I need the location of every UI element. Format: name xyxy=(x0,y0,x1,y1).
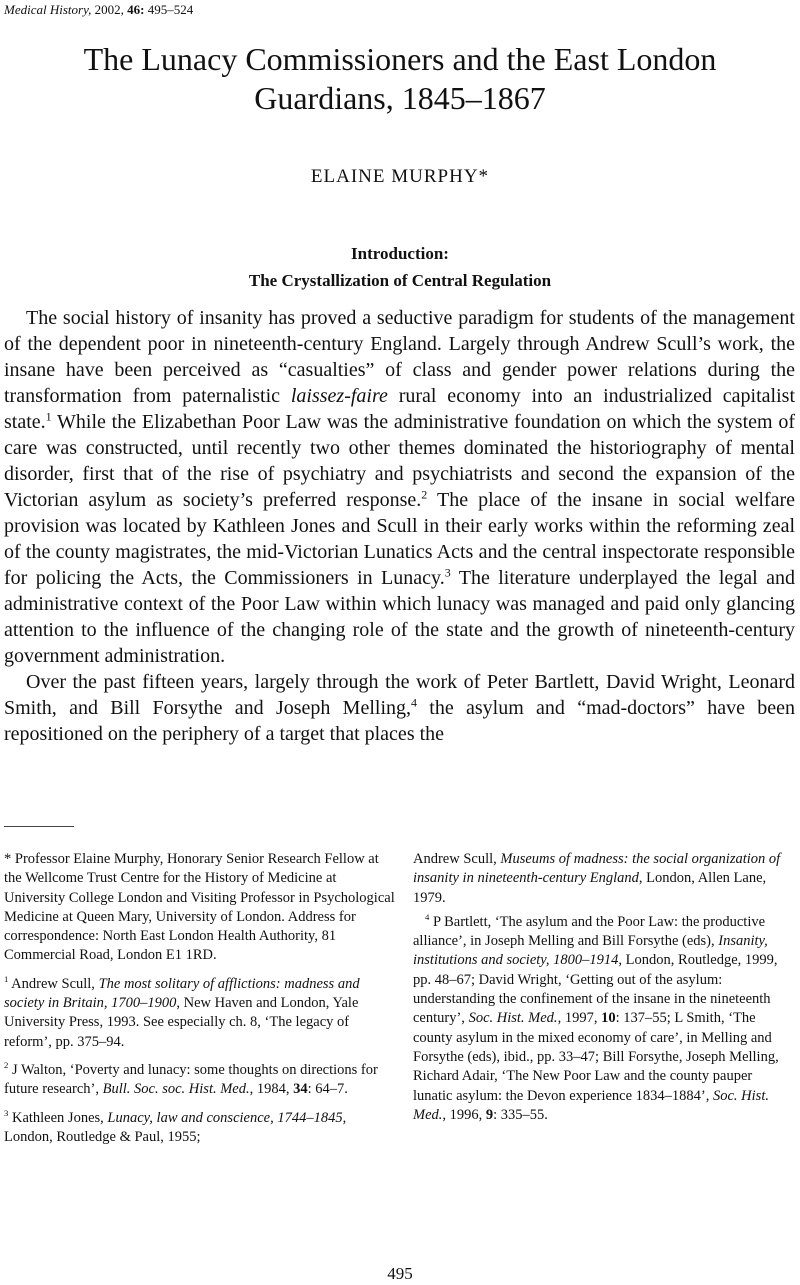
text-run: : 64–7. xyxy=(307,1081,348,1098)
text-run: , London, Routledge, 1999, pp. 48–67; David Wright, ‘Getting out of the asylum: understanding the confinement of the insane in the nineteenth century’, xyxy=(413,952,778,1027)
footnote-1 xyxy=(4,975,396,1052)
text-run: , 1996, xyxy=(442,1106,486,1123)
text-run: Over the past fifteen years, largely through the work of Peter Bartlett, David Wright, Leonard Smith, and Bill Forsythe and Joseph Melling, xyxy=(4,671,795,719)
text-run: the asylum and “mad-doctors” have been repositioned on the periphery of a target that places the xyxy=(4,697,795,745)
paragraph-1 xyxy=(4,305,795,669)
section-heading xyxy=(0,240,800,294)
text-run: : 137–55; L Smith, ‘The county asylum in the mixed economy of care’, in Melling and Forsythe (eds), ibid., pp. 33–47; Bill Forsythe, Joseph Melling, Richard Adair, ‘The New Poor Law and the county pauper lunatic asylum: the Devon experience 1834–1884’, xyxy=(413,1010,779,1104)
text-run: , 1997, xyxy=(557,1010,602,1027)
book-title: The most solitary of afflictions: madness and society in Britain, 1700–1900 xyxy=(4,975,360,1012)
text-run: J Walton, ‘Poverty and lunacy: some thoughts on directions for future research’, xyxy=(4,1061,378,1098)
volume-number: 10 xyxy=(601,1010,616,1027)
journal-name: Medical History, xyxy=(4,2,92,17)
journal-title: Soc. Hist. Med. xyxy=(413,1087,769,1123)
footnote-ref-4: 4 xyxy=(411,695,417,710)
title-line-1: The Lunacy Commissioners and the East London xyxy=(83,41,717,77)
text-run: Kathleen Jones, xyxy=(8,1109,108,1126)
section-heading-title: Introduction: xyxy=(351,244,449,263)
text-run: Andrew Scull, xyxy=(413,851,501,867)
text-run: The social history of insanity has proved a seductive paradigm for students of the management of the dependent poor in nineteenth-century England. Largely through Andrew Scull’s work, the insane have been perceived as “casualties” of class and gender power relations during the transformation from paternalistic xyxy=(4,307,795,407)
footnote-3-continued xyxy=(413,850,795,908)
journal-volume: 46: xyxy=(127,2,145,17)
text-run: Andrew Scull, xyxy=(8,975,99,992)
footnote-author: * Professor Elaine Murphy, Honorary Senior Research Fellow at the Wellcome Trust Centre for the History of Medicine at University College London and Visiting Professor in Psychological Medicine at Queen Mary, University of London. Address for correspondence: North East London Health Authority, 81 Commercial Road, London E1 1RD. xyxy=(4,851,395,964)
footnote-marker: 3 xyxy=(4,1107,9,1118)
book-title: Lunacy, law and conscience, 1744–1845 xyxy=(107,1109,343,1126)
body-text xyxy=(4,305,795,747)
footnote-marker: 2 xyxy=(4,1060,9,1071)
text-run: rural economy into an industrialized capitalist state. xyxy=(4,385,795,433)
footnote-divider xyxy=(4,826,74,827)
page-number: 495 xyxy=(387,1264,413,1283)
text-run: The literature underplayed the legal and administrative context of the Poor Law within which lunacy was managed and paid only glancing attention to the influence of the changing role of the state and the growth of nineteenth-century government administration. xyxy=(4,567,795,667)
footnote-3 xyxy=(4,1109,396,1148)
author-name: ELAINE MURPHY* xyxy=(310,166,490,187)
text-run: While the Elizabethan Poor Law was the administrative foundation on which the system of care was constructed, until recently two other themes dominated the historiography of mental disorder, first that of the rise of psychiatry and psychiatrists and second the expansion of the Victorian asylum as society’s preferred response. xyxy=(4,411,795,511)
text-run: The place of the insane in social welfare provision was located by Kathleen Jones and Scull in their early works within the reforming zeal of the county magistrates, the mid-Victorian Lunatics Acts and the central inspectorate responsible for policing the Acts, the Commissioners in Lunacy. xyxy=(4,489,795,589)
footnote-2 xyxy=(4,1061,396,1100)
journal-reference xyxy=(4,2,193,18)
journal-pages: 495–524 xyxy=(147,2,194,17)
volume-number: 34 xyxy=(293,1081,308,1098)
section-heading-subtitle: The Crystallization of Central Regulation xyxy=(248,271,552,290)
text-run: P Bartlett, ‘The asylum and the Poor Law: the productive alliance’, in Joseph Melling and Bill Forsythe (eds), xyxy=(413,913,766,950)
footnote-4 xyxy=(413,913,795,1125)
footnote-ref-1: 1 xyxy=(45,409,52,424)
book-title: Insanity, institutions and society, 1800–1914 xyxy=(413,933,768,969)
volume-number: 9 xyxy=(485,1106,494,1123)
italic-term: laissez-faire xyxy=(290,385,388,407)
book-title: Museums of madness: the social organization of insanity in nineteenth-century England xyxy=(413,851,781,887)
text-run: , London, Routledge & Paul, 1955; xyxy=(4,1109,347,1145)
text-run: , London, Allen Lane, 1979. xyxy=(413,870,767,906)
journal-title: Soc. Hist. Med. xyxy=(468,1010,558,1027)
footnotes-left-column xyxy=(4,850,396,1156)
paragraph-2 xyxy=(4,669,795,747)
text-run: : 335–55. xyxy=(493,1106,548,1123)
journal-year: 2002, xyxy=(94,2,124,17)
footnote-ref-2: 2 xyxy=(421,487,428,502)
journal-title: Bull. Soc. soc. Hist. Med. xyxy=(102,1081,250,1098)
text-run: , 1984, xyxy=(249,1081,294,1098)
footnote-ref-3: 3 xyxy=(444,565,451,580)
article-title xyxy=(0,40,800,118)
title-line-2: Guardians, 1845–1867 xyxy=(254,80,546,116)
footnote-marker: 1 xyxy=(4,973,9,984)
footnotes-right-column xyxy=(413,850,795,1125)
text-run: , New Haven and London, Yale University Press, 1993. See especially ch. 8, ‘The legacy of reform’, pp. 375–94. xyxy=(4,995,359,1050)
footnote-marker: 4 xyxy=(425,912,430,923)
